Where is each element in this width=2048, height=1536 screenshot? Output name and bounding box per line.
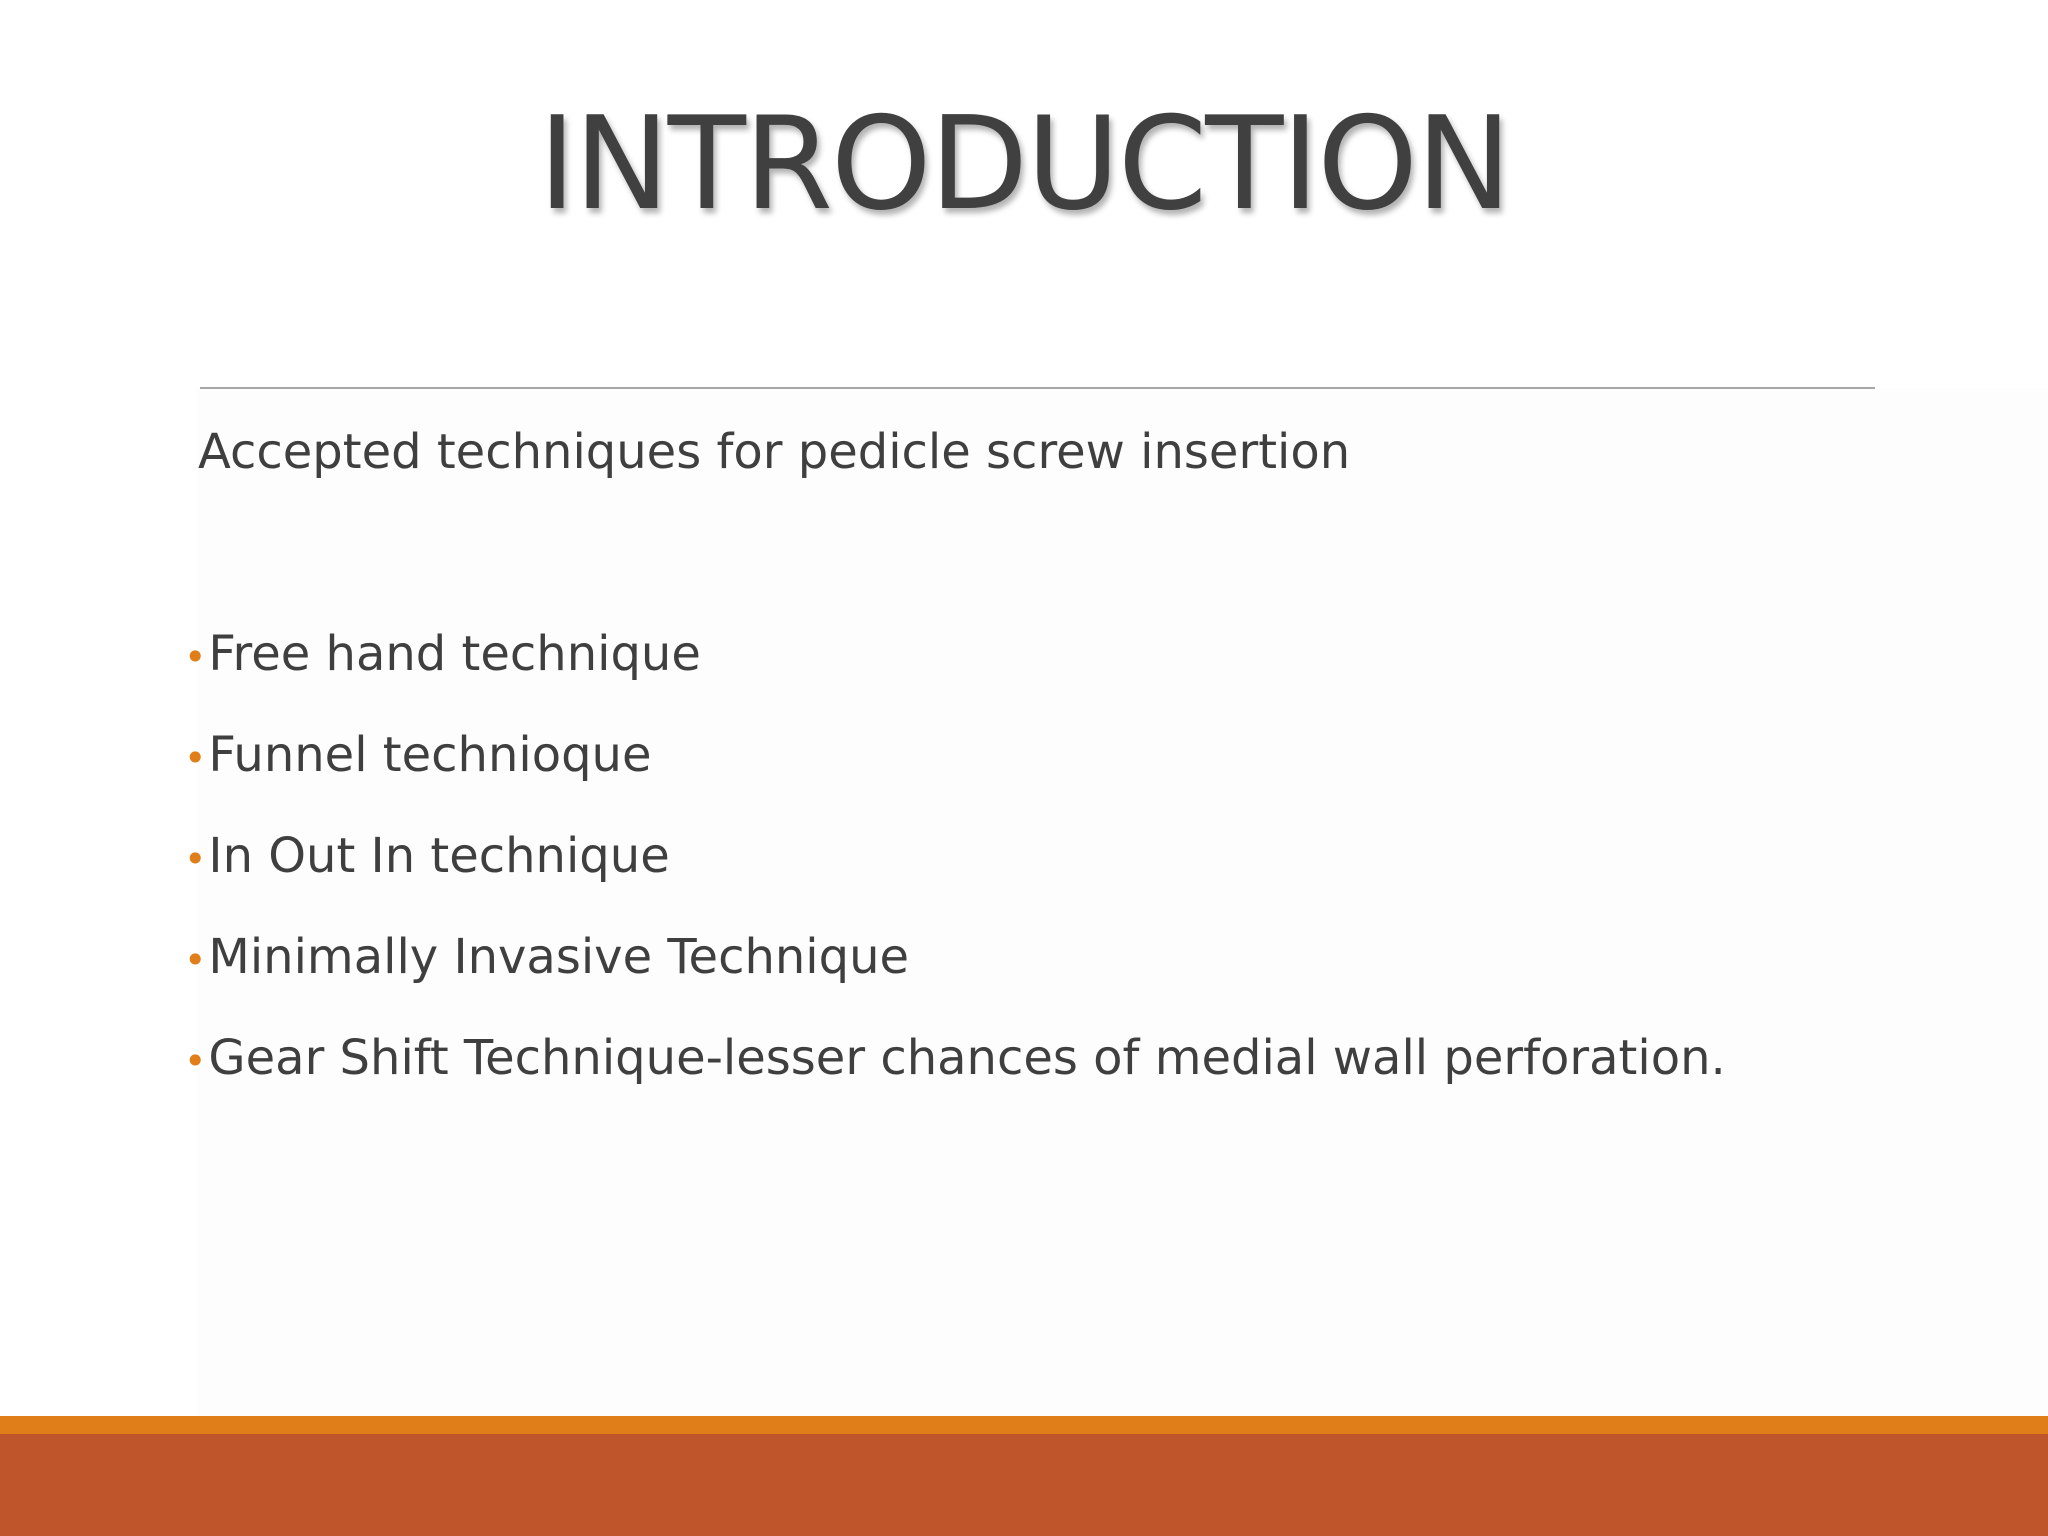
- bullet-dot-icon: •: [184, 938, 207, 982]
- slide-subtitle: Accepted techniques for pedicle screw insertion: [198, 424, 1351, 480]
- bullet-dot-icon: •: [184, 1039, 207, 1083]
- bullet-text: Minimally Invasive Technique: [208, 929, 910, 985]
- bullet-list: [184, 620, 1726, 1125]
- footer-accent-stripe: [0, 1416, 2048, 1434]
- list-item: [184, 1024, 1726, 1125]
- footer-bar: [0, 1434, 2048, 1536]
- bullet-dot-icon: •: [184, 736, 207, 780]
- bullet-text: Gear Shift Technique-lesser chances of medial wall perforation.: [208, 1030, 1726, 1086]
- bullet-text: Funnel technioque: [208, 727, 652, 783]
- list-item: [184, 721, 1726, 822]
- list-item: [184, 620, 1726, 721]
- bullet-dot-icon: •: [184, 837, 207, 881]
- slide-title: INTRODUCTION: [538, 90, 1510, 239]
- list-item: [184, 822, 1726, 923]
- bullet-dot-icon: •: [184, 635, 207, 679]
- bullet-text: In Out In technique: [208, 828, 670, 884]
- title-divider: [200, 387, 1875, 389]
- bullet-text: Free hand technique: [208, 626, 701, 682]
- list-item: [184, 923, 1726, 1024]
